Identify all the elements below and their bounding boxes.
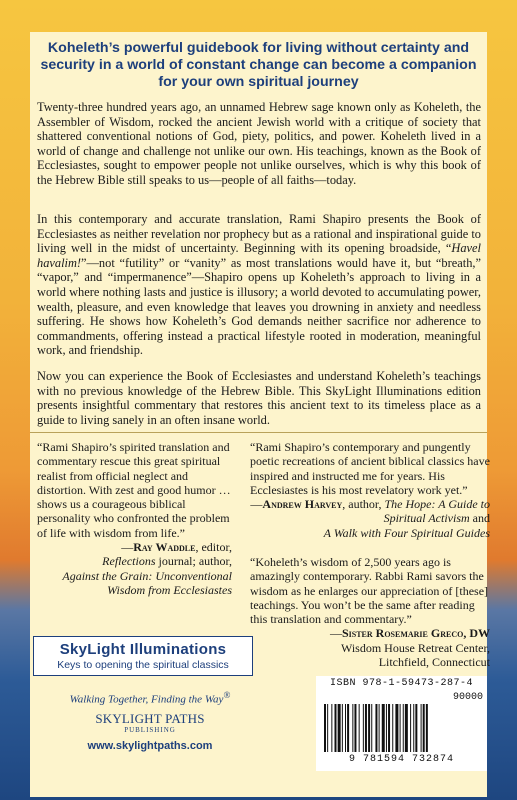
publisher-url: www.skylightpaths.com <box>87 740 213 752</box>
body-paragraph-2-end: ”—not “futility” or “vanity” as most translations would have it, but “breath,” “vapor,” and “impermanence”—Shapiro opens up Koheleth’s approach to living in a world where nothing lasts and justice is illusory; a world devoted to accumulating power, wealth, pleasure, and even knowledge that leaves you drowning in anxiety and needless suffering. He shows how Koheleth’s God demands neither sacrifice nor adherence to commandments, offering instead a practical lifestyle rooted in moderation, meaningful work, and friendship. <box>37 255 481 358</box>
blurb-waddle-pub1: Reflections <box>102 554 156 569</box>
blurb-harvey-and: and <box>469 511 490 526</box>
blurb-harvey-role: , author, <box>342 497 385 512</box>
blurb-waddle <box>37 440 232 597</box>
body-paragraph-2 <box>37 212 481 358</box>
body-paragraph-2-start: In this contemporary and accurate translation, Rami Shapiro presents the Book of Ecclesiastes as neither revelation nor prophecy but as a rational and inspirational guide to living well in the midst of uncertainty. Beginning with its opening broadside, “ <box>37 212 481 256</box>
publisher-name: SKYLIGHT PATHS <box>95 711 205 726</box>
divider <box>30 432 487 433</box>
registered-mark: ® <box>223 690 231 700</box>
barcode-icon <box>324 704 480 752</box>
isbn-text: ISBN 978-1-59473-287-4 <box>329 678 474 689</box>
blurb-waddle-role2: journal; author, <box>155 554 232 569</box>
publisher-subtitle: PUBLISHING <box>124 726 176 734</box>
blurb-greco-line2: Wisdom House Retreat Center, <box>341 640 490 655</box>
blurb-greco-text: “Koheleth’s wisdom of 2,500 years ago is amazingly contemporary. Rabbi Rami savors the wisdom as he enlarges our appreciation of [these] teachings. You won’t be the same after reading this translation and commentary.” <box>250 555 489 627</box>
blurb-harvey-pub2: A Walk with Four Spiritual Guides <box>323 525 490 540</box>
blurb-greco <box>250 555 490 669</box>
blurb-harvey-name: Andrew Harvey <box>262 497 343 512</box>
blurb-greco-name: Sister Rosemarie Greco, DW <box>341 626 490 641</box>
blurb-harvey <box>250 440 490 540</box>
blurb-harvey-dash: — <box>250 497 263 512</box>
publisher-slogan <box>60 690 240 706</box>
blurb-waddle-attribution <box>37 540 232 597</box>
series-name: SkyLight Illuminations <box>59 641 227 658</box>
blurb-greco-attribution <box>250 626 490 669</box>
body-paragraph-2-italic: Havel havalim! <box>37 241 481 270</box>
blurb-harvey-text: “Rami Shapiro’s contemporary and pungently poetic recreations of ancient biblical classics have inspired and instructed me for years. His Ecclesiastes is his most revelatory work yet.” <box>250 440 490 497</box>
blurb-greco-dash: — <box>329 626 342 641</box>
series-tagline: Keys to opening the spiritual classics <box>57 659 229 671</box>
ean-number: 9 781594 732874 <box>348 754 454 765</box>
blurb-waddle-pub2: Against the Grain: Unconventional Wisdom from Ecclesiastes <box>62 568 232 597</box>
body-paragraph-3: Now you can experience the Book of Ecclesiastes and understand Koheleth’s teachings with no previous knowledge of the Hebrew Bible. This SkyLight Illuminations edition presents insightful commentary that restores this ancient text to its timeless place as a guide to living sanely in an often insane world. <box>37 369 481 427</box>
barcode-panel <box>316 676 487 771</box>
headline: Koheleth’s powerful guidebook for living without certainty and security in a world of constant change can become a companion for your own spiritual journey <box>40 40 477 90</box>
blurb-harvey-pub1: The Hope: A Guide to Spiritual Activism <box>383 497 490 526</box>
blurb-waddle-dash: — <box>121 540 134 555</box>
body-paragraph-1: Twenty-three hundred years ago, an unnamed Hebrew sage known only as Koheleth, the Assembler of Wisdom, rocked the ancient Jewish world with a critique of society that shattered conventional notions of God, piety, politics, and power. Koheleth lived in a world of change and challenge not unlike our own. His teachings, known as the Book of Ecclesiastes, sought to empower people not unlike ourselves, which is why this book of the Hebrew Bible still speaks to us—people of all faiths—today. <box>37 100 481 187</box>
blurb-waddle-text: “Rami Shapiro’s spirited translation and commentary rescue this great spiritual realist from official neglect and distortion. With zest and good humor … shows us a courageous biblical personality who confronted the problem of life with wisdom from life.” <box>37 440 231 540</box>
publisher-slogan-text: Walking Together, Finding the Way <box>69 693 224 706</box>
blurb-waddle-role1: , editor, <box>195 540 232 555</box>
price-code: 90000 <box>452 692 483 703</box>
blurb-waddle-name: Ray Waddle <box>133 540 196 555</box>
series-logo <box>33 636 253 676</box>
blurb-harvey-attribution <box>250 497 490 540</box>
blurb-greco-line3: Litchfield, Connecticut <box>378 655 490 670</box>
